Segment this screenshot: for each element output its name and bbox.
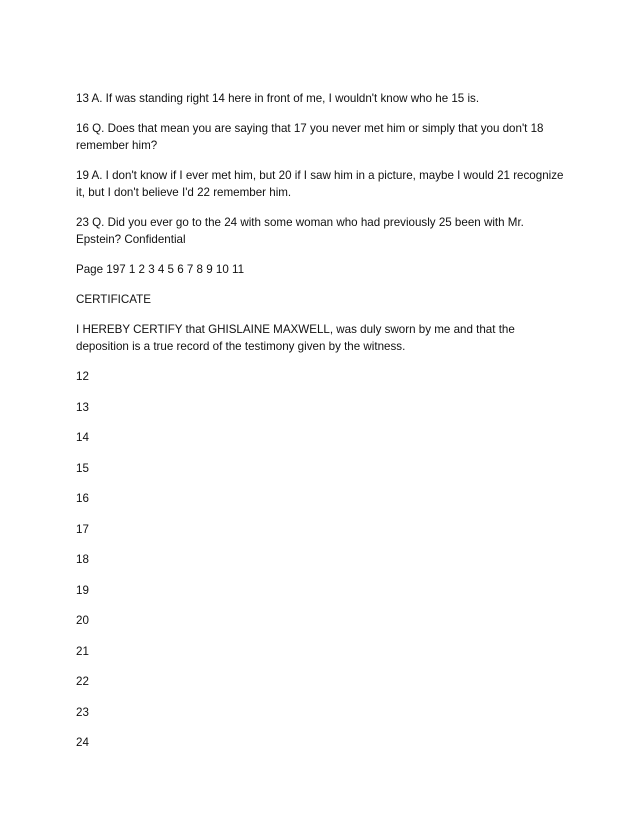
line-number: 21 [76,644,89,658]
page-header-line: Page 197 1 2 3 4 5 6 7 8 9 10 11 [76,263,245,276]
certificate-heading: CERTIFICATE [76,293,151,306]
certificate-statement: I HEREBY CERTIFY that GHISLAINE MAXWELL, was duly sworn by me and that the deposition is a true record of the testimony given by the witness. [76,323,515,353]
transcript-question-1: 16 Q. Does that mean you are saying that 17 you never met him or simply that you don't 18 remember him? [76,122,544,152]
line-number: 24 [76,736,89,749]
line-number-list [76,368,566,751]
line-number: 17 [76,522,89,536]
line-number: 23 [76,705,89,719]
line-number: 16 [76,492,89,505]
line-number: 14 [76,431,89,444]
line-number: 19 [76,583,89,597]
line-number: 13 [76,400,89,414]
line-number: 22 [76,675,89,688]
line-number: 18 [76,553,89,566]
transcript-question-2: 23 Q. Did you ever go to the 24 with some woman who had previously 25 been with Mr. Epstein? Confidential [76,216,524,246]
line-number: 12 [76,370,89,383]
transcript-answer-1: 13 A. If was standing right 14 here in front of me, I wouldn't know who he 15 is. [76,92,480,105]
line-number: 15 [76,461,89,475]
line-number: 20 [76,614,89,627]
transcript-answer-2: 19 A. I don't know if I ever met him, but 20 if I saw him in a picture, maybe I would 21 recognize it, but I don't believe I'd 22 remember him. [76,169,564,199]
document-page [76,90,566,751]
